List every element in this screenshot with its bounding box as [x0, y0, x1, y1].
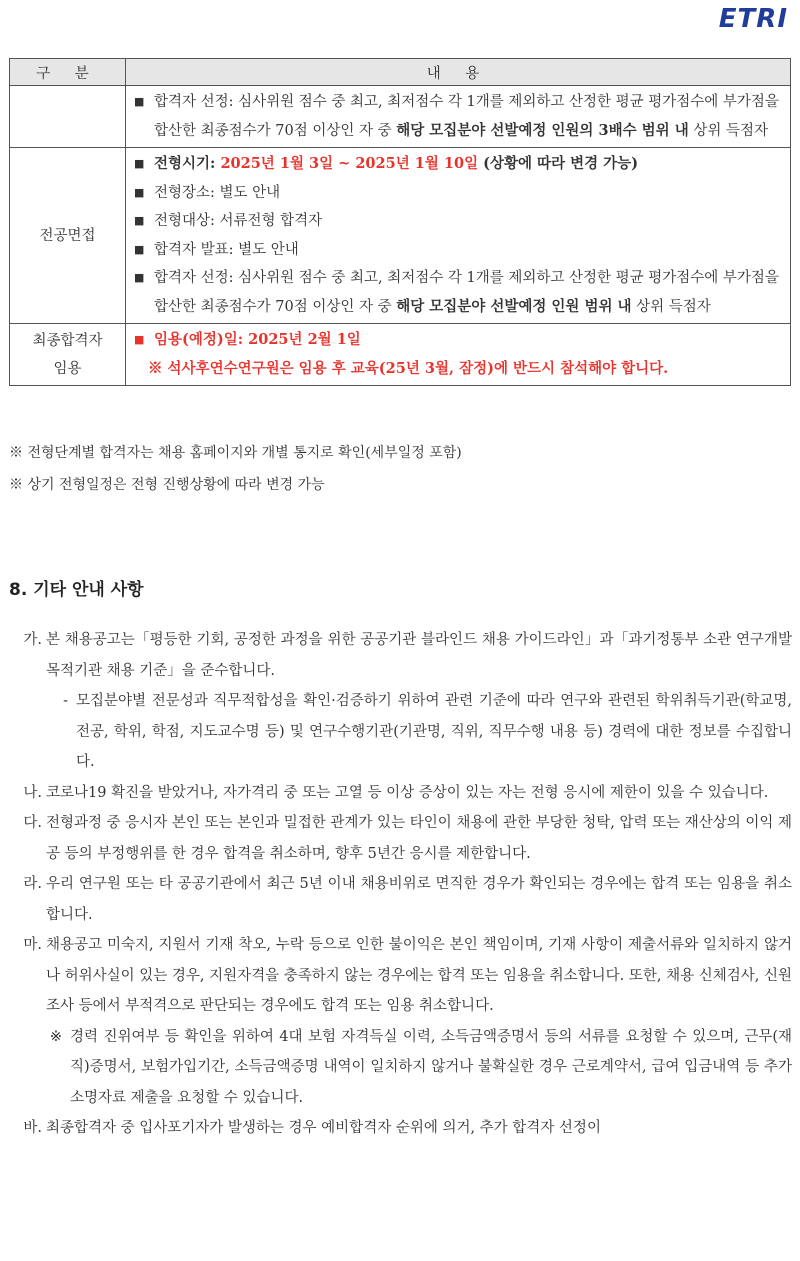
- note-line: ※ 전형단계별 합격자는 채용 홈페이지와 개별 통지로 확인(세부일정 포함): [9, 445, 462, 461]
- section-title: 8. 기타 안내 사항: [9, 580, 144, 600]
- row-category: 최종합격자 임용: [10, 324, 126, 386]
- education-note: ※ 석사후연수연구원은 임용 후 교육(25년 3월, 잠정)에 반드시 참석해야 합니다.: [148, 359, 669, 377]
- row-category: 전공면접: [10, 148, 126, 324]
- bullet-icon: ■: [134, 214, 145, 227]
- bullet-icon: ■: [134, 271, 145, 284]
- table-header-row: [10, 59, 791, 86]
- table-row-final: [10, 324, 791, 386]
- bullet-icon: ■: [134, 242, 145, 256]
- table-header-category: 구 분: [10, 59, 126, 86]
- row-content: ■ 전형시기: 2025년 1월 3일 ~ 2025년 1월 10일 (상황에 따라 변경 가능) ■ 전형장소: 별도 안내 ■ 전형대상: 서류전형 합격자 ■ 합격자 발표: 별도 안내 ■ 합격자 선정: 심사위원 점수 중 최고, 최저점수 각 1개를 제외하고 산정한 평균 평가점수에 부가점을 합산한 최종점수가 70점 이상인 자 중 해당 모집분야 선발예정 인원 범위 내 상위 득점자: [126, 148, 791, 324]
- list-item: 마. 채용공고 미숙지, 지원서 기재 착오, 누락 등으로 인한 불이익은 본인 책임이며, 기재 사항이 제출서류와 일치하지 않거나 허위사실이 있는 경우, 지원자격을 충족하지 않는 경우에는 합격 또는 임용을 취소합니다. 또한, 채용 신체검사, 신원조사 등에서 부적격으로 판단되는 경우에도 합격 또는 임용 취소합니다.: [23, 937, 792, 1014]
- table-row: [10, 86, 791, 148]
- selection-process-table: [9, 58, 791, 386]
- notice-list: [0, 625, 800, 1144]
- bullet-icon: ■: [134, 333, 145, 346]
- bullet-icon: ■: [134, 95, 145, 108]
- row-category-empty: [10, 86, 126, 148]
- list-item: 가. 본 채용공고는「평등한 기회, 공정한 과정을 위한 공공기관 블라인드 채용 가이드라인」과「과기정통부 소관 연구개발목적기관 채용 기준」을 준수합니다.: [23, 632, 792, 679]
- row-content: ■ 임용(예정)일: 2025년 2월 1일 ※ 석사후연수연구원은 임용 후 교육(25년 3월, 잠정)에 반드시 참석해야 합니다.: [126, 324, 791, 386]
- list-item: 라. 우리 연구원 또는 타 공공기관에서 최근 5년 이내 채용비위로 면직한 경우가 확인되는 경우에는 합격 또는 임용을 취소합니다.: [23, 876, 792, 923]
- note-line: ※ 상기 전형일정은 전형 진행상황에 따라 변경 가능: [9, 477, 325, 493]
- list-item: 나. 코로나19 확진을 받았거나, 자가격리 중 또는 고열 등 이상 증상이 있는 자는 전형 응시에 제한이 있을 수 있습니다.: [23, 784, 769, 801]
- list-subitem: - 모집분야별 전문성과 직무적합성을 확인·검증하기 위하여 관련 기준에 따라 연구와 관련된 학위취득기관(학교명, 전공, 학위, 학점, 지도교수명 등) 및 연구수행기관(기관명, 직위, 직무수행 내용 등) 경력에 대한 정보를 수집합니다.: [63, 693, 792, 770]
- row-content: ■ 합격자 선정: 심사위원 점수 중 최고, 최저점수 각 1개를 제외하고 산정한 평균 평가점수에 부가점을 합산한 최종점수가 70점 이상인 자 중 해당 모집분야 선발예정 인원의 3배수 범위 내 상위 득점자: [126, 86, 791, 148]
- etri-logo: ETRI: [718, 4, 788, 34]
- list-item: 바. 최종합격자 중 입사포기자가 발생하는 경우 예비합격자 순위에 의거, 추가 합격자 선정이: [23, 1120, 601, 1136]
- table-row-interview: [10, 148, 791, 324]
- table-header-content: 내 용: [126, 59, 791, 86]
- bullet-icon: ■: [134, 157, 145, 170]
- list-note: ※ 경력 진위여부 등 확인을 위하여 4대 보험 자격득실 이력, 소득금액증명서 등의 서류를 요청할 수 있으며, 근무(재직)증명서, 보험가입기간, 소득금액증명 내역이 일치하지 않거나 불확실한 경우 근로계약서, 급여 입금내역 등 추가 소명자료 제출을 요청할 수 있습니다.: [49, 1028, 792, 1106]
- list-item: 다. 전형과정 중 응시자 본인 또는 본인과 밀접한 관계가 있는 타인이 채용에 관한 부당한 청탁, 압력 또는 재산상의 이익 제공 등의 부정행위를 한 경우 합격을 취소하며, 향후 5년간 응시를 제한합니다.: [23, 815, 792, 862]
- bullet-icon: ■: [134, 185, 145, 199]
